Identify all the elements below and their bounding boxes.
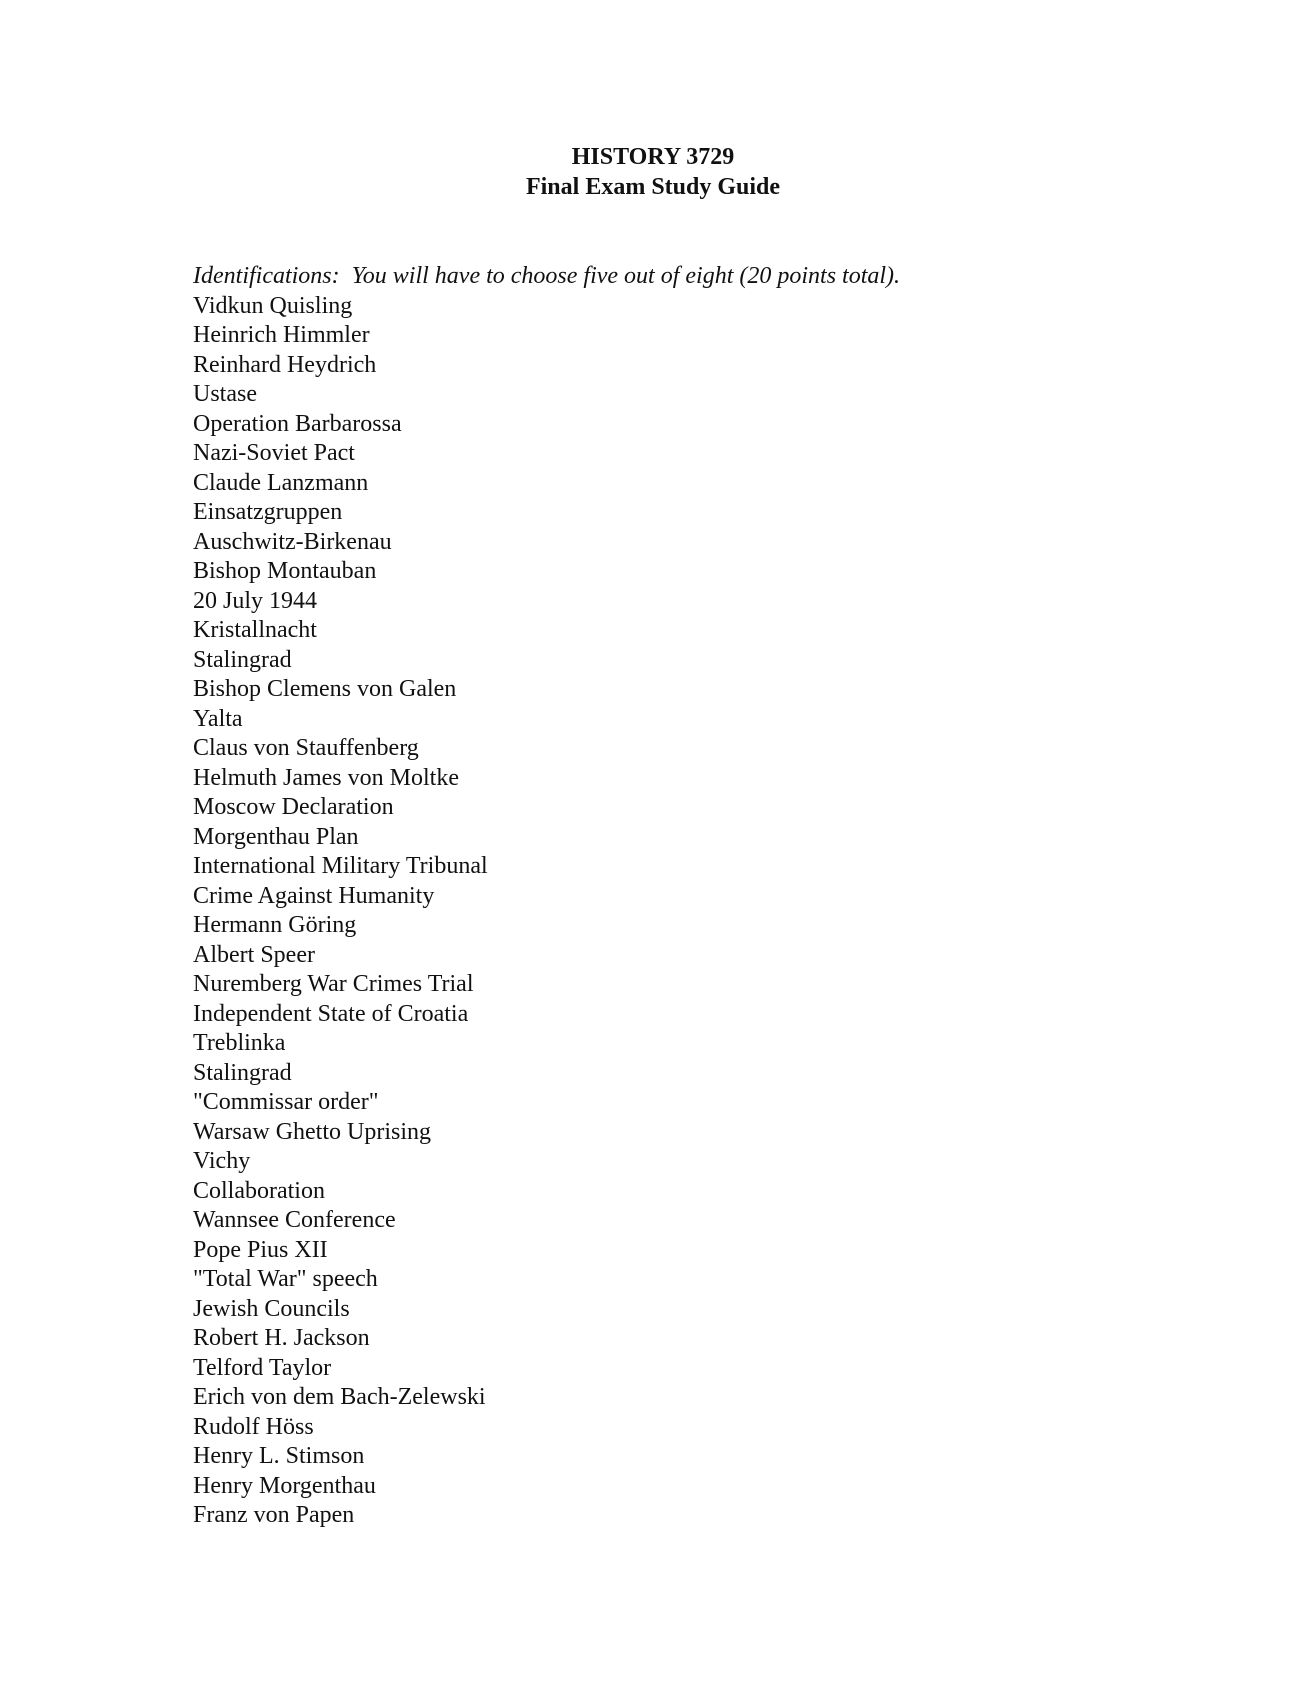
list-item: Bishop Clemens von Galen bbox=[193, 676, 457, 702]
list-item: Hermann Göring bbox=[193, 912, 357, 938]
list-item: Bishop Montauban bbox=[193, 558, 377, 584]
list-item: Pope Pius XII bbox=[193, 1236, 328, 1263]
list-item: 20 July 1944 bbox=[193, 587, 318, 614]
list-item: Stalingrad bbox=[193, 646, 292, 673]
list-item: Kristallnacht bbox=[193, 617, 317, 643]
list-item: Nazi-Soviet Pact bbox=[193, 440, 355, 466]
list-item: Franz von Papen bbox=[193, 1502, 355, 1528]
list-item: Moscow Declaration bbox=[193, 794, 394, 820]
list-item: Jewish Councils bbox=[193, 1295, 350, 1322]
list-item: Reinhard Heydrich bbox=[193, 351, 377, 378]
list-item: Independent State of Croatia bbox=[193, 1000, 469, 1027]
list-item: Crime Against Humanity bbox=[193, 882, 435, 909]
list-item: Einsatzgruppen bbox=[193, 499, 343, 525]
list-item: Operation Barbarossa bbox=[193, 410, 402, 437]
list-item: "Total War" speech bbox=[193, 1266, 378, 1292]
list-item: Ustase bbox=[193, 381, 257, 407]
list-item: Collaboration bbox=[193, 1177, 325, 1204]
list-item: Rudolf Höss bbox=[193, 1413, 314, 1440]
list-item: Yalta bbox=[193, 705, 243, 732]
list-item: Robert H. Jackson bbox=[193, 1325, 370, 1351]
list-item: Morgenthau Plan bbox=[193, 823, 359, 850]
list-item: Treblinka bbox=[193, 1030, 286, 1056]
list-item: Albert Speer bbox=[193, 941, 315, 968]
list-item: Helmuth James von Moltke bbox=[193, 764, 459, 791]
list-item: "Commissar order" bbox=[193, 1089, 379, 1115]
list-item: Erich von dem Bach-Zelewski bbox=[193, 1384, 486, 1410]
list-item: Claus von Stauffenberg bbox=[193, 735, 419, 761]
identifications-list bbox=[193, 292, 1193, 1531]
list-item: Vidkun Quisling bbox=[193, 292, 353, 319]
course-title: HISTORY 3729 bbox=[571, 144, 735, 170]
document-title: Final Exam Study Guide bbox=[525, 174, 781, 200]
list-item: Henry L. Stimson bbox=[193, 1443, 365, 1469]
list-item: Nuremberg War Crimes Trial bbox=[193, 971, 474, 997]
list-item: Heinrich Himmler bbox=[193, 322, 370, 348]
section-instructions: Identifications: You will have to choose five out of eight (20 points total). bbox=[193, 263, 901, 289]
list-item: Wannsee Conference bbox=[193, 1207, 396, 1233]
list-item: Auschwitz-Birkenau bbox=[193, 528, 392, 555]
document-header bbox=[0, 142, 1306, 202]
list-item: Stalingrad bbox=[193, 1059, 292, 1086]
list-item: Warsaw Ghetto Uprising bbox=[193, 1118, 432, 1145]
list-item: Henry Morgenthau bbox=[193, 1472, 376, 1499]
identifications-section bbox=[193, 262, 1193, 1531]
list-item: Telford Taylor bbox=[193, 1354, 332, 1381]
list-item: International Military Tribunal bbox=[193, 853, 488, 879]
list-item: Vichy bbox=[193, 1148, 251, 1174]
list-item: Claude Lanzmann bbox=[193, 469, 369, 496]
